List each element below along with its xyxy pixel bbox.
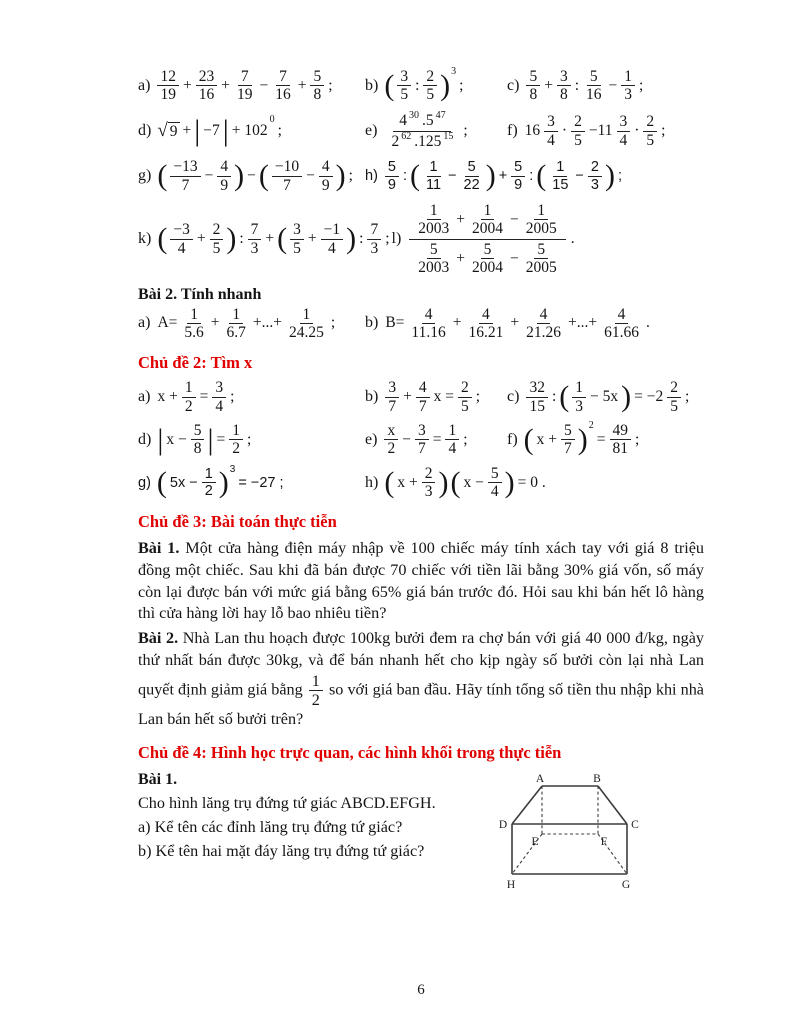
math-expression: A= $\frac{1}{5.6}$ + $\frac{1}{6.7}$ +...+ $\frac{1}{24.25}$ ;	[157, 305, 336, 341]
vertex-label-G: G	[621, 878, 631, 891]
vertex-label-B: B	[593, 772, 601, 785]
prism-question-a: a) Kể tên các đỉnh lăng trụ đứng tứ giác?	[138, 817, 403, 836]
timx-item-e	[365, 422, 507, 458]
exercise-row	[138, 306, 704, 342]
item-label: e)	[365, 430, 378, 448]
item-label: h)	[365, 473, 379, 491]
problem-label: Bài 1.	[138, 539, 180, 558]
math-expression: $\frac{32}{15}$ : ( $\frac{1}{3}$ − 5x ) = −2 $\frac{2}{5}$ ;	[524, 379, 691, 415]
math-expression: √ 9 + | −7 | + 102 $^0$ ;	[157, 114, 282, 148]
section-thucte	[138, 512, 704, 730]
item-label: a)	[138, 314, 151, 332]
item-label: g)	[138, 167, 152, 185]
item-label: d)	[138, 122, 152, 140]
exercise-row	[138, 419, 704, 458]
exercise-row	[138, 68, 704, 104]
math-expression: 4 $^{30}$ .5 $^{47}$ 2 $^{62}$ .125 $^{15}$ ;	[391, 109, 468, 150]
timx-item-a	[138, 379, 365, 415]
prism-figure	[490, 769, 642, 902]
timx-item-b	[365, 379, 507, 415]
math-expression: ( $\frac{3}{5}$ : $\frac{2}{5}$ ) $^3$ ;	[384, 66, 464, 104]
exercise-item-b	[365, 68, 507, 104]
item-label: b)	[365, 388, 379, 406]
item-label: c)	[507, 388, 520, 406]
exercise-item-a	[138, 68, 365, 104]
item-label: b)	[365, 76, 379, 94]
exercise-item-l	[392, 201, 704, 277]
math-expression: $\frac{1}{2003}$ + $\frac{1}{2004}$ − $\frac{1}{2005}$ $\frac{5}{2003}$ + $\frac{5}{2004}$ − $\frac{5}{2005}$ .	[406, 201, 576, 277]
vertex-label-F: F	[600, 835, 608, 848]
math-expression: $\frac{x}{2}$ − $\frac{3}{7}$ = $\frac{1}{4}$ ;	[382, 422, 469, 458]
word-problem-2	[138, 628, 704, 730]
bai2-heading: Bài 2. Tính nhanh	[138, 285, 262, 303]
trapezoid-prism-drawing	[490, 769, 642, 897]
math-expression: B= $\frac{4}{11.16}$ + $\frac{4}{16.21}$ + $\frac{4}{21.26}$ +...+ $\frac{4}{61.66}$ .	[385, 305, 650, 341]
math-expression: | x − $\frac{5}{8}$ | = $\frac{1}{2}$ ;	[157, 421, 252, 458]
exercise-row	[138, 379, 704, 415]
math-expression: x + $\frac{1}{2}$ = $\frac{3}{4}$ ;	[157, 379, 235, 415]
item-label: a)	[138, 76, 151, 94]
page-number: 6	[417, 982, 425, 998]
timx-item-g	[138, 463, 365, 500]
item-label: e)	[365, 122, 378, 140]
item-label: h)	[365, 168, 378, 185]
item-label: f)	[507, 122, 518, 140]
item-label: f)	[507, 430, 518, 448]
hinhhoc-heading: Chủ đề 4: Hình học trực quan, các hình khối trong thực tiễn	[138, 742, 562, 762]
exercise-item-f	[507, 113, 704, 149]
math-expression: $\frac{5}{9}$ : ( $\frac{1}{11}$ − $\frac{5}{22}$ ) + $\frac{5}{9}$ : ( $\frac{1}{15}$ − $\frac{2}{3}$ ) ;	[383, 159, 624, 192]
math-expression: ( $\frac{-3}{4}$ + $\frac{2}{5}$ ) : $\frac{7}{3}$ + ( $\frac{3}{5}$ + $\frac{-1}{4}$ ) : $\frac{7}{3}$ ;	[157, 221, 390, 257]
math-expression: $\frac{12}{19}$ + $\frac{23}{16}$ + $\frac{7}{19}$ − $\frac{7}{16}$ + $\frac{5}{8}$ ;	[155, 68, 334, 104]
exercise-row	[138, 158, 704, 194]
item-label: g)	[138, 474, 151, 491]
problem-text: Nhà Lan thu hoạch được 100kg bưởi đem ra chợ bán với giá 40 000 đ/kg, ngày thứ nhất bán được 30kg, và để bán nhanh hết cho kịp ngày số bưởi còn lại nhà Lan quyết định giảm giá bằng	[138, 629, 704, 698]
timx-item-f	[507, 419, 704, 458]
exercise-item-h	[365, 159, 704, 192]
item-label: a)	[138, 388, 151, 406]
math-expression: ( x + $\frac{2}{3}$ ) ( x − $\frac{5}{4}$ ) = 0 .	[384, 464, 546, 501]
math-expression: $\frac{5}{8}$ + $\frac{3}{8}$ : $\frac{5}{16}$ − $\frac{1}{3}$ ;	[524, 68, 645, 104]
vertex-label-D: D	[498, 818, 508, 831]
vertex-label-A: A	[535, 772, 545, 785]
problem-text: Một cửa hàng điện máy nhập về 100 chiếc máy tính xách tay với giá 8 triệu đồng một chiếc. Sau khi đã bán được 70 chiếc với tiền lãi bằng 30% giá vốn, số máy còn lại được bán với mức giá bằng 65% giá bán trước đó. Hỏi sau khi bán hết lô hàng thì cửa hàng lời hay lỗ bao nhiêu tiền?	[138, 539, 705, 623]
thucte-heading: Chủ đề 3: Bài toán thực tiễn	[138, 512, 337, 532]
exercise-item-B	[365, 306, 704, 342]
exercise-item-d	[138, 116, 365, 146]
section-bai2	[138, 286, 704, 342]
math-expression: ( $\frac{-13}{7}$ − $\frac{4}{9}$ ) − ( $\frac{-10}{7}$ − $\frac{4}{9}$ ) ;	[157, 158, 353, 194]
exercise-item-c	[507, 68, 704, 104]
prism-question-b: b) Kể tên hai mặt đáy lăng trụ đứng tứ giác?	[138, 842, 425, 861]
prism-intro-line: Cho hình lăng trụ đứng tứ giác ABCD.EFGH.	[138, 793, 436, 812]
fraction-exercises	[138, 68, 704, 278]
inline-fraction	[309, 672, 323, 709]
hinhhoc-bai1: Bài 1.	[138, 770, 178, 788]
math-expression: ( x + $\frac{5}{7}$ ) $^2$ = $\frac{49}{81}$ ;	[523, 419, 640, 458]
exercise-row	[138, 465, 704, 501]
item-label: k)	[138, 230, 152, 248]
timx-item-c	[507, 379, 704, 415]
vertex-label-C: C	[631, 818, 639, 831]
fraction-numerator: 1	[309, 672, 323, 691]
exercise-item-e	[365, 111, 507, 152]
exercise-item-k	[138, 221, 392, 257]
item-label: l)	[391, 230, 402, 248]
section-hinhhoc	[138, 743, 704, 913]
vertex-label-H: H	[506, 878, 516, 891]
item-label: c)	[507, 76, 520, 94]
math-expression: 16 $\frac{3}{4}$ · $\frac{2}{5}$ −11 $\frac{3}{4}$ · $\frac{2}{5}$ ;	[524, 113, 666, 149]
timx-item-h	[365, 465, 704, 501]
vertex-label-E: E	[531, 835, 539, 848]
problem-text: so với giá ban đầu. Hãy tính tổng số tiền thu nhập khi nhà Lan bán hết số bưởi trên?	[138, 679, 704, 728]
item-label: b)	[365, 314, 379, 332]
exercise-item-A	[138, 306, 365, 342]
item-label: d)	[138, 430, 152, 448]
exercise-row	[138, 111, 704, 152]
section-timx	[138, 353, 704, 500]
timx-heading: Chủ đề 2: Tìm x	[138, 353, 253, 373]
math-expression: $\frac{3}{7}$ + $\frac{4}{7}$ x = $\frac{2}{5}$ ;	[383, 379, 482, 415]
math-expression: ( 5x − $\frac{1}{2}$ ) $^3$ = −27 ;	[156, 463, 284, 500]
exercise-row	[138, 201, 704, 277]
timx-item-d	[138, 422, 365, 458]
word-problem-1	[138, 538, 704, 625]
fraction-denominator: 2	[311, 690, 320, 709]
problem-label: Bài 2.	[138, 629, 179, 648]
exercise-item-g	[138, 158, 365, 194]
page-content	[138, 68, 704, 913]
